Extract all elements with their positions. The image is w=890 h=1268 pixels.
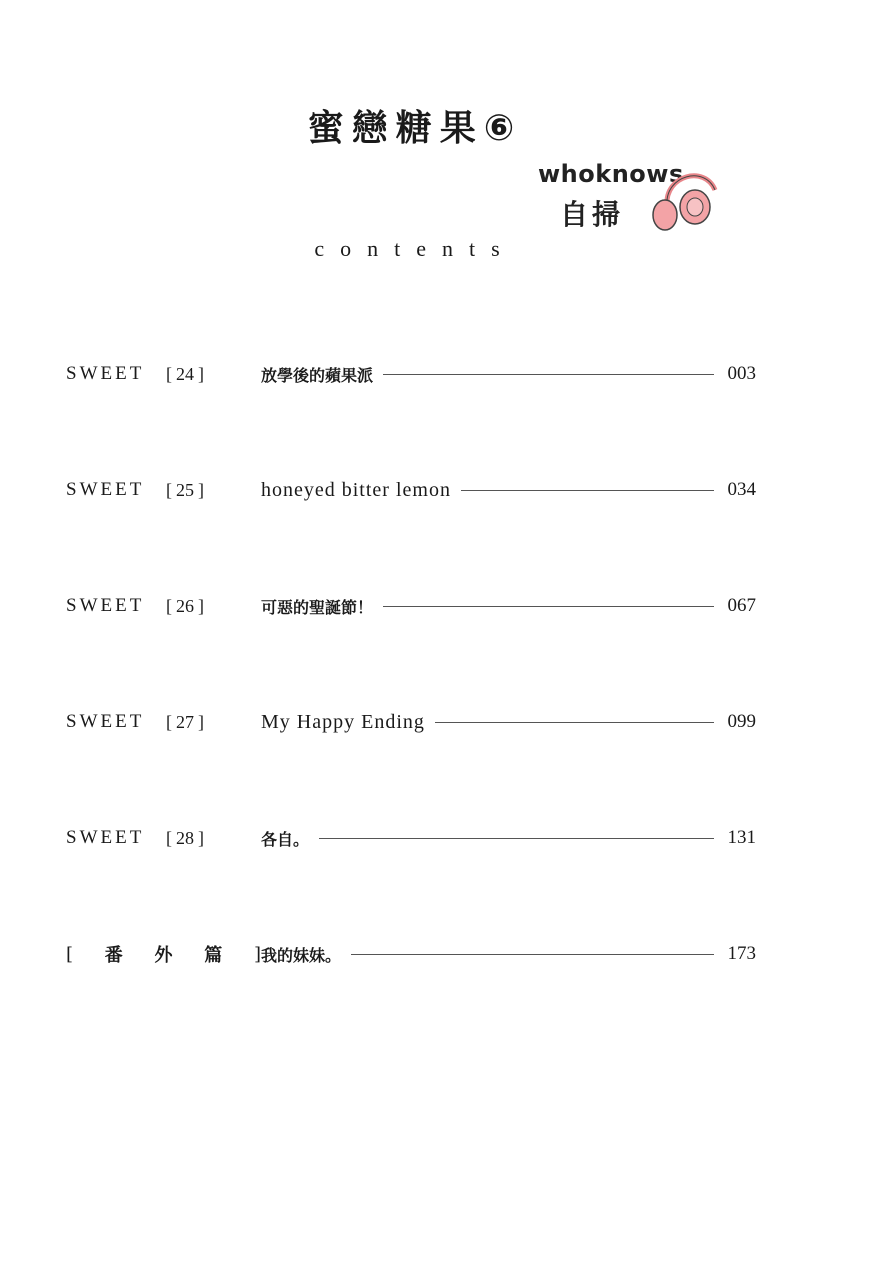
toc-entry[interactable] [66, 822, 756, 854]
entry-label: SWEET [66, 363, 145, 384]
entry-label: SWEET [66, 827, 145, 848]
entry-number: [ 28 ] [166, 827, 204, 848]
toc-entry[interactable] [66, 590, 756, 622]
watermark-text: whoknows [538, 160, 684, 188]
leader-line [351, 954, 714, 955]
entry-label: SWEET [66, 595, 145, 616]
entry-number: [ 26 ] [166, 595, 204, 616]
entry-title: 放學後的蘋果派 [261, 365, 374, 385]
headphones-icon [645, 165, 725, 235]
entry-number: [ 24 ] [166, 363, 204, 384]
leader-line [461, 490, 714, 491]
entry-page: 003 [727, 363, 756, 384]
leader-line [383, 374, 714, 375]
page-title: 蜜戀糖果⑥ [307, 108, 523, 149]
entry-page: 099 [727, 711, 756, 732]
leader-line [383, 606, 714, 607]
entry-label: SWEET [66, 711, 145, 732]
toc-entry[interactable] [66, 474, 756, 506]
leader-line [435, 722, 714, 723]
entry-page: 067 [727, 595, 756, 616]
entry-title: 我的妹妹。 [261, 945, 342, 965]
entry-title: honeyed bitter lemon [261, 478, 451, 501]
entry-label: SWEET [66, 479, 145, 500]
toc-entry[interactable] [66, 706, 756, 738]
entry-title: 各自。 [261, 829, 310, 849]
entry-number: [ 27 ] [166, 711, 204, 732]
entry-page: 131 [727, 827, 756, 848]
toc-entry-extra[interactable] [66, 938, 756, 970]
extra-label: [ 番 外 篇 ] [66, 943, 261, 966]
contents-label: contents [314, 236, 516, 261]
entry-title: 可惡的聖誕節！ [261, 597, 374, 617]
entry-number: [ 25 ] [166, 479, 204, 500]
leader-line [319, 838, 714, 839]
entry-page: 173 [727, 943, 756, 964]
toc-entry[interactable] [66, 358, 756, 390]
entry-title: My Happy Ending [261, 710, 425, 733]
entry-page: 034 [727, 479, 756, 500]
watermark-subtext: 自掃 [560, 198, 625, 231]
